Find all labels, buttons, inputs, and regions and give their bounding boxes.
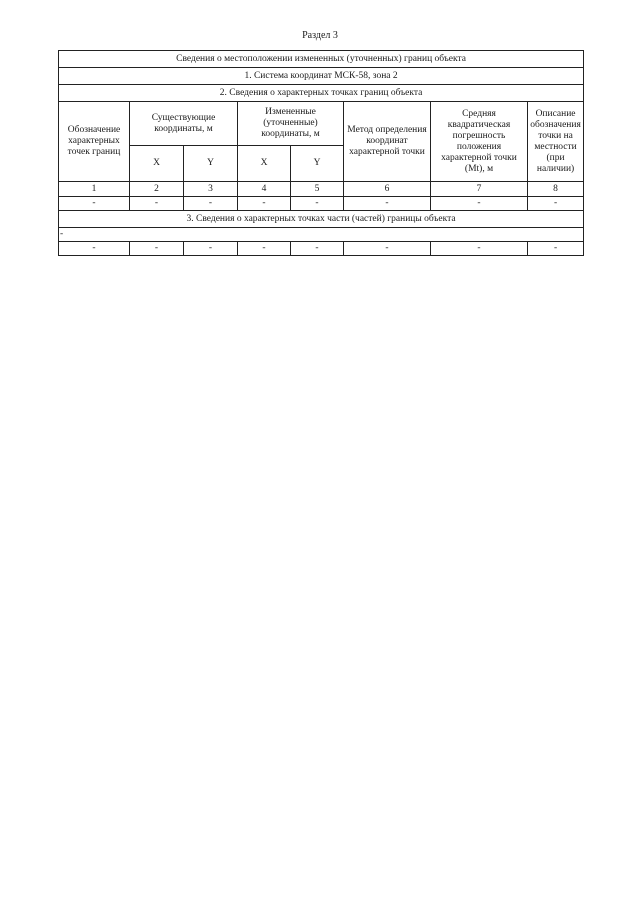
header-designation: Обозначение характерных точек границ bbox=[59, 102, 130, 182]
table-cell: - bbox=[130, 197, 184, 211]
boundary-table bbox=[58, 50, 584, 256]
table-cell: - bbox=[59, 197, 130, 211]
header-method: Метод определения координат характерной точки bbox=[344, 102, 431, 182]
column-number: 8 bbox=[528, 182, 584, 197]
column-number: 5 bbox=[291, 182, 344, 197]
table-cell: - bbox=[528, 242, 584, 256]
section3-note-row bbox=[59, 228, 584, 242]
column-number: 2 bbox=[130, 182, 184, 197]
table-cell: - bbox=[291, 197, 344, 211]
coordinate-system-row bbox=[59, 68, 584, 85]
column-numbers-row bbox=[59, 182, 584, 197]
table-cell: - bbox=[238, 242, 291, 256]
header-existing-x: X bbox=[130, 146, 184, 182]
header-existing-y: Y bbox=[184, 146, 238, 182]
section-title: Раздел 3 bbox=[302, 30, 338, 41]
section3-title: 3. Сведения о характерных точках части (частей) границы объекта bbox=[59, 211, 584, 228]
section2-title-row bbox=[59, 85, 584, 102]
header-rms-error: Средняя квадратическая погрешность положения характерной точки (Mt), м bbox=[431, 102, 528, 182]
table-cell: - bbox=[59, 242, 130, 256]
table-title: Сведения о местоположении измененных (уточненных) границ объекта bbox=[59, 51, 584, 68]
table-cell: - bbox=[291, 242, 344, 256]
table-cell: - bbox=[528, 197, 584, 211]
section3-title-row bbox=[59, 211, 584, 228]
table-row bbox=[59, 197, 584, 211]
header-changed-coords: Измененные (уточненные) координаты, м bbox=[238, 102, 344, 146]
table-cell: - bbox=[238, 197, 291, 211]
coordinate-system: 1. Система координат МСК-58, зона 2 bbox=[59, 68, 584, 85]
header-description: Описание обозначения точки на местности (при наличии) bbox=[528, 102, 584, 182]
table-row bbox=[59, 242, 584, 256]
table-cell: - bbox=[184, 242, 238, 256]
header-changed-y: Y bbox=[291, 146, 344, 182]
table-cell: - bbox=[431, 197, 528, 211]
table-cell: - bbox=[130, 242, 184, 256]
table-title-row bbox=[59, 51, 584, 68]
column-number: 6 bbox=[344, 182, 431, 197]
table-cell: - bbox=[344, 242, 431, 256]
column-number: 7 bbox=[431, 182, 528, 197]
column-number: 4 bbox=[238, 182, 291, 197]
header-row-1 bbox=[59, 102, 584, 146]
table-cell: - bbox=[184, 197, 238, 211]
header-changed-x: X bbox=[238, 146, 291, 182]
header-existing-coords: Существующие координаты, м bbox=[130, 102, 238, 146]
section2-title: 2. Сведения о характерных точках границ объекта bbox=[59, 85, 584, 102]
table-cell: - bbox=[431, 242, 528, 256]
column-number: 3 bbox=[184, 182, 238, 197]
section3-note: - bbox=[59, 228, 584, 242]
table-cell: - bbox=[344, 197, 431, 211]
column-number: 1 bbox=[59, 182, 130, 197]
